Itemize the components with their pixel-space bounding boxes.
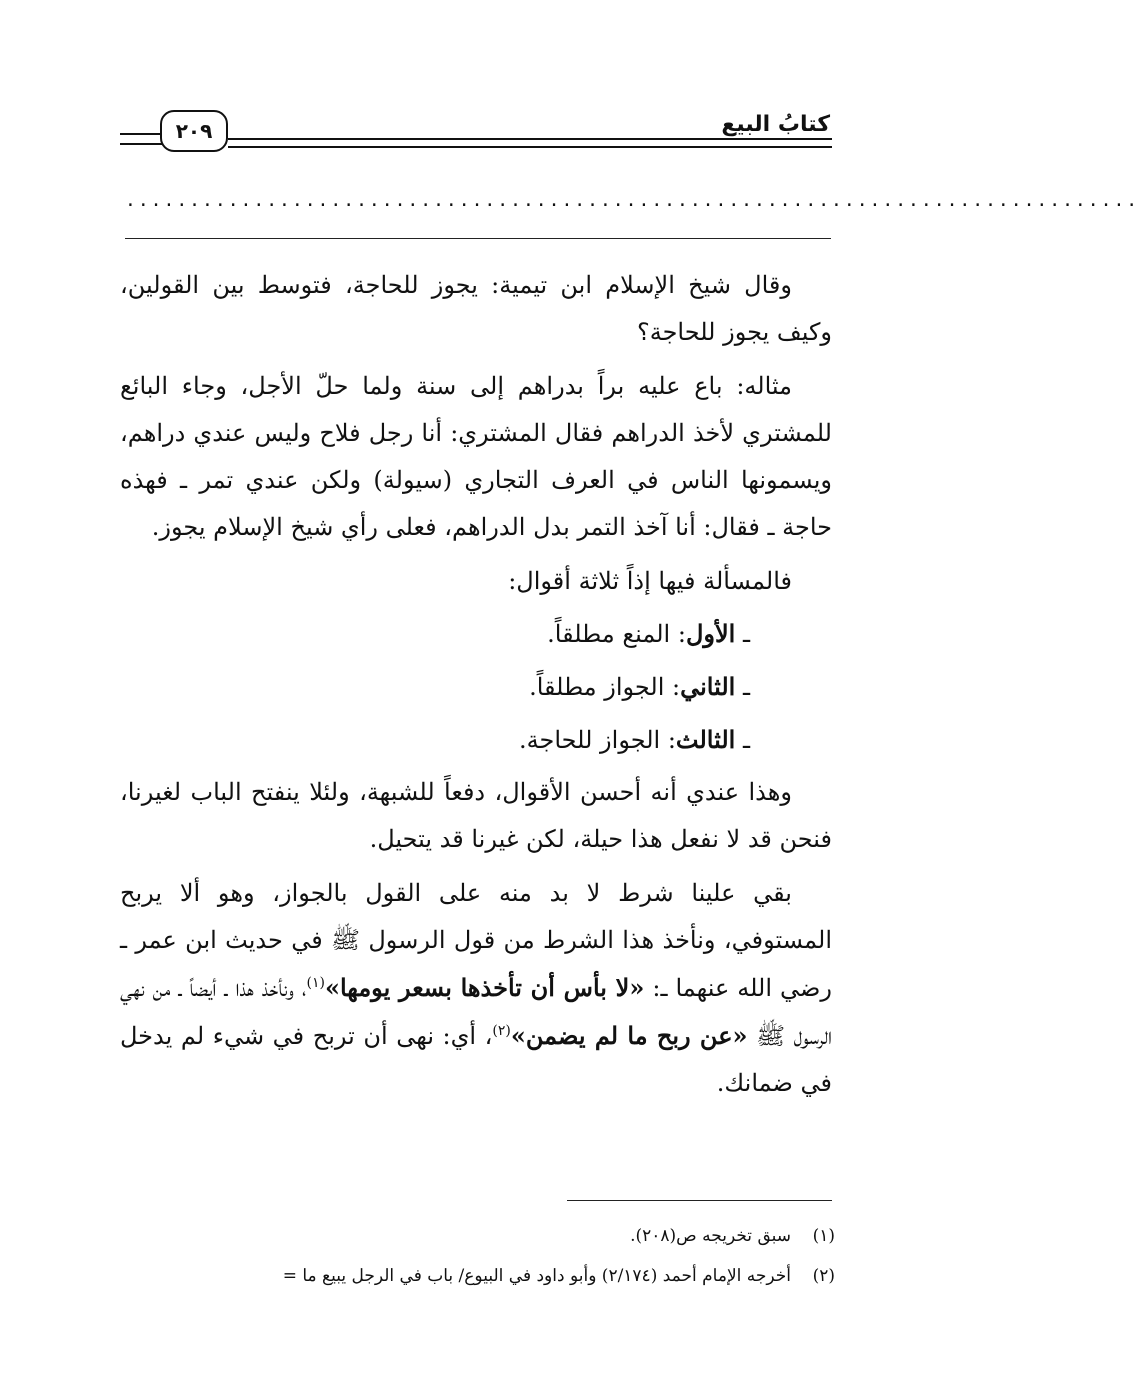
list-item-label: الأول xyxy=(685,619,736,648)
footnote xyxy=(100,1256,835,1296)
header-rule-right xyxy=(228,138,832,140)
book-title: كتابُ البيع xyxy=(721,112,830,137)
footnote-number: (٢) xyxy=(812,1266,835,1286)
footnote-text: سبق تخريجه ص(٢٠٨). xyxy=(630,1226,791,1246)
footnote-ref[interactable]: (١) xyxy=(306,975,325,991)
page-number-box xyxy=(160,110,228,152)
footnote xyxy=(100,1216,835,1256)
list-item: ـ الأول: المنع مطلقاً. xyxy=(547,619,750,648)
footnotes xyxy=(100,1216,835,1296)
hadith-quote: «لا بأس أن تأخذها بسعر يومها» xyxy=(324,973,645,1002)
dotted-separator: ............................................................................... xyxy=(125,190,1139,211)
paragraph: بقي علينا شرط لا بد منه على القول بالجواز، وهو ألا يربح المستوفي، ونأخذ هذا الشرط من قول الرسول ﷺ في حديث ابن عمر ـ رضي الله عنهما ـ: «لا بأس أن تأخذها بسعر يومها»$^{(١)}$، ونأخذ هذا ـ أيضاً ـ من نهي الرسول ﷺ «عن ربح ما لم يضمن»$^{(٢)}$، أي: نهى أن تربح في شيء لم يدخل في ضمانك. xyxy=(120,879,832,1097)
paragraph: مثاله: باع عليه براً بدراهم إلى سنة ولما حلّ الأجل، وجاء البائع للمشتري لأخذ الدراهم فقال المشتري: أنا رجل فلاح وليس عندي دراهم، ويسمونها الناس في العرف التجاري (سيولة) ولكن عندي تمر ـ فهذه حاجة ـ فقال: أنا آخذ التمر بدل الدراهم، فعلى رأي شيخ الإسلام يجوز. xyxy=(120,372,832,541)
footnote-number: (١) xyxy=(812,1226,835,1246)
paragraph: وهذا عندي أنه أحسن الأقوال، دفعاً للشبهة، ولئلا ينفتح الباب لغيرنا، فنحن قد لا نفعل هذا حيلة، لكن غيرنا قد يتحيل. xyxy=(120,778,832,853)
hadith-quote: «عن ربح ما لم يضمن» xyxy=(510,1021,748,1050)
list-item: ـ الثاني: الجواز مطلقاً. xyxy=(529,672,750,701)
paragraph: وقال شيخ الإسلام ابن تيمية: يجوز للحاجة، فتوسط بين القولين، وكيف يجوز للحاجة؟ xyxy=(120,271,832,346)
paragraph: فالمسألة فيها إذاً ثلاثة أقوال: xyxy=(508,567,792,595)
footnote-text: أخرجه الإمام أحمد (٢/١٧٤) وأبو داود في البيوع/ باب في الرجل يبيع ما = xyxy=(282,1266,791,1286)
separator-rule xyxy=(125,238,831,239)
header-rule-right xyxy=(228,146,832,148)
list-item: ـ الثالث: الجواز للحاجة. xyxy=(519,725,750,754)
footnote-rule xyxy=(567,1200,832,1201)
page-number: ٢٠٩ xyxy=(175,119,213,143)
list-item-label: الثالث xyxy=(675,725,736,754)
main-text xyxy=(120,262,832,1114)
list-item-label: الثاني xyxy=(680,672,736,701)
footnote-ref[interactable]: (٢) xyxy=(492,1023,511,1039)
